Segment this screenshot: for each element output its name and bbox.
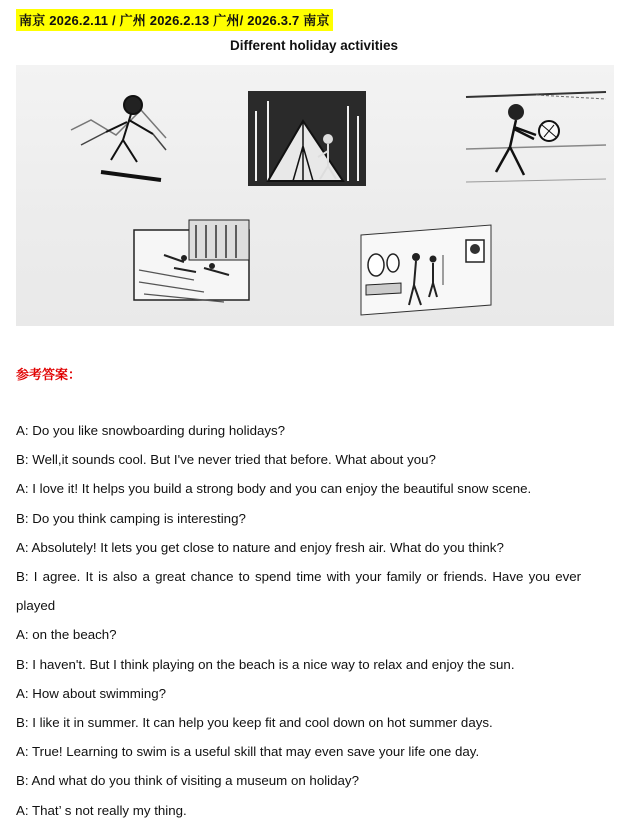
activities-illustration: [16, 65, 614, 326]
pool-icon: [134, 220, 249, 302]
dialogue-line: A: True! Learning to swim is a useful skill that may even save your life one day.: [16, 744, 480, 760]
dialogue-line: B: Do you think camping is interesting?: [16, 510, 246, 526]
volleyball-icon: [466, 92, 606, 182]
dialogue-line: A: Do you like snowboarding during holidays?: [16, 423, 286, 438]
dialogue-line: B: And what do you think of visiting a museum on holiday?: [16, 773, 359, 789]
dialogue-text: [16, 416, 616, 825]
reference-answer-label: 参考答案：: [16, 367, 82, 382]
tent-icon: [248, 91, 366, 186]
dates-header: 南京 2026.2.11 / 广州 2026.2.13 广州/ 2026.3.7 南京: [16, 9, 333, 31]
dialogue-line: A: How about swimming?: [16, 685, 167, 701]
snowboarder-icon: [71, 96, 166, 180]
page-title: Different holiday activities: [229, 38, 399, 53]
museum-icon: [361, 225, 491, 315]
dialogue-line: B: I haven't. But I think playing on the beach is a nice way to relax and enjoy the sun.: [16, 656, 515, 672]
dialogue-line: A: That’ s not really my thing.: [16, 802, 187, 818]
dialogue-line: B: Well,it sounds cool. But I've never tried that before. What about you?: [16, 452, 436, 468]
dialogue-line: B: I agree. It is also a great chance to spend time with your family or friends. Have you ever played: [16, 569, 582, 614]
dialogue-line: B: I like it in summer. It can help you keep fit and cool down on hot summer days.: [16, 715, 493, 731]
dialogue-line: A: on the beach?: [16, 627, 117, 643]
dialogue-line: A: I love it! It helps you build a strong body and you can enjoy the beautiful snow scene.: [16, 481, 532, 497]
dialogue-line: A: Absolutely! It lets you get close to nature and enjoy fresh air. What do you think?: [16, 539, 504, 555]
